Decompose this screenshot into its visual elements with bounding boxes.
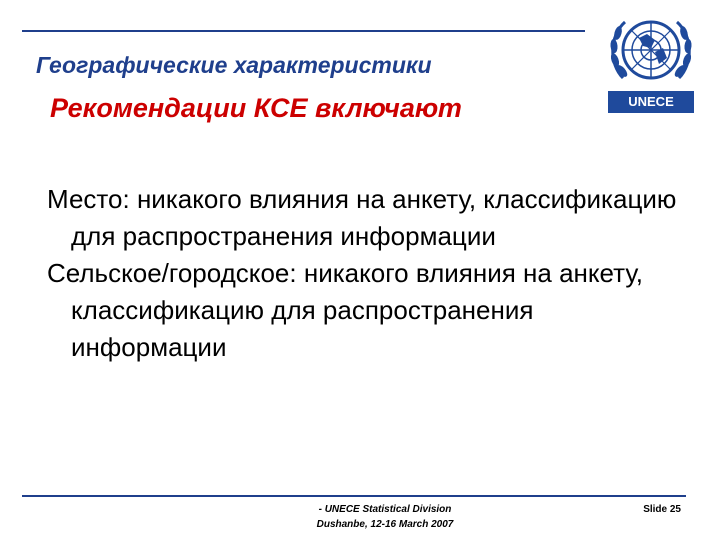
slide-body <box>47 181 687 366</box>
item-text: : никакого влияния на анкету, классификацию для распространения информации <box>71 258 643 362</box>
slide-number: Slide 25 <box>643 504 681 515</box>
bottom-rule <box>22 495 686 497</box>
logo-label: UNECE <box>608 91 694 113</box>
list-item <box>47 255 687 366</box>
item-term: Место <box>47 184 123 214</box>
footer-event: Dushanbe, 12-16 March 2007 <box>316 519 454 530</box>
unece-logo <box>603 8 699 116</box>
footer-division: - UNECE Statistical Division <box>318 504 452 515</box>
footer-credits <box>290 502 480 532</box>
list-item <box>47 181 687 255</box>
slide-title: Рекомендации КСЕ включают <box>50 93 462 123</box>
top-rule <box>22 30 585 32</box>
un-emblem-icon <box>603 8 699 92</box>
item-term: Сельское/городское <box>47 258 290 288</box>
item-text: : никакого влияния на анкету, классификацию для распространения информации <box>71 184 677 251</box>
section-kicker: Географические характеристики <box>36 52 432 78</box>
